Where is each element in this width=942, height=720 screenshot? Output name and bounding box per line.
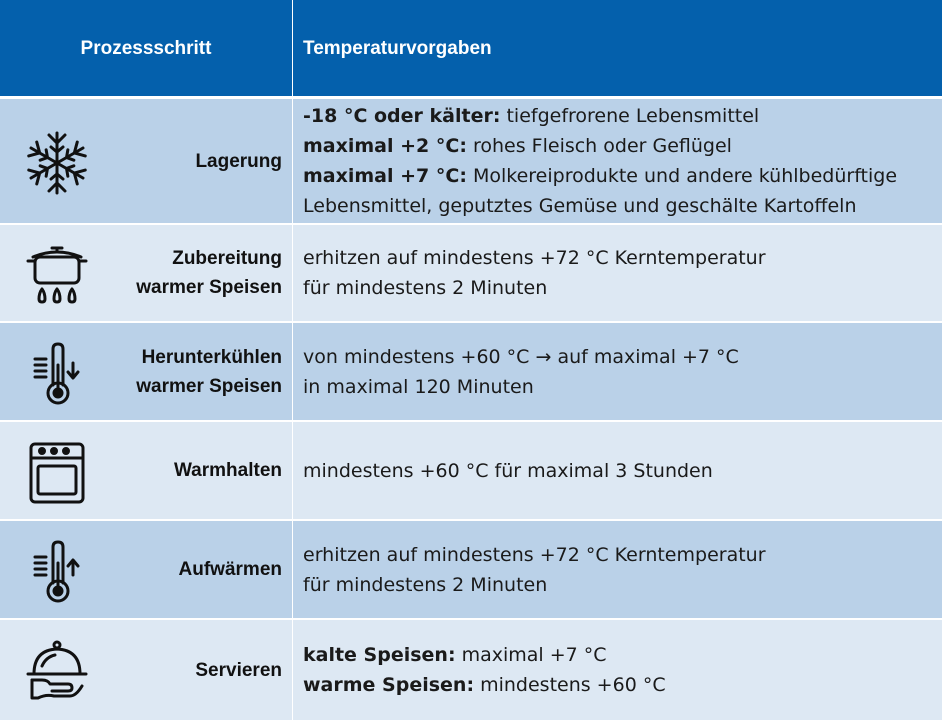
process-cell	[0, 225, 292, 321]
process-label-line: warmer Speisen	[136, 375, 282, 397]
process-label	[179, 521, 282, 618]
table-header	[0, 0, 942, 98]
oven-icon	[22, 438, 92, 508]
process-cell	[0, 323, 292, 420]
requirement-text: Lebensmittel, geputztes Gemüse und geschälte Kartoffeln	[303, 195, 857, 217]
requirement-emphasis: maximal +2 °C:	[303, 135, 467, 157]
process-label	[195, 620, 282, 720]
cooking-pot-icon	[22, 239, 92, 309]
process-label-line: Warmhalten	[173, 460, 282, 481]
requirement-line	[303, 640, 942, 670]
header-temperature-requirements: Temperaturvorgaben	[303, 38, 492, 59]
process-label-line: Aufwärmen	[178, 559, 282, 580]
requirement-line: für mindestens 2 Minuten	[303, 573, 548, 596]
process-label-line: Herunterkühlen	[141, 346, 282, 368]
table-row-servieren	[0, 620, 942, 720]
process-cell	[0, 521, 292, 618]
requirements-cell	[293, 521, 942, 618]
requirement-emphasis: warme Speisen:	[303, 674, 475, 696]
process-label	[195, 99, 282, 223]
requirement-line	[303, 670, 942, 700]
process-cell	[0, 422, 292, 519]
table-row-herunterkuehlen	[0, 323, 942, 422]
process-label-line: Zubereitung	[172, 248, 282, 269]
requirements-cell	[293, 422, 942, 519]
requirement-emphasis: kalte Speisen:	[303, 644, 456, 666]
requirement-line: mindestens +60 °C für maximal 3 Stunden	[303, 459, 713, 482]
thermometer-down-icon	[22, 339, 92, 409]
requirement-line	[303, 191, 942, 221]
process-label-line: warmer Speisen	[136, 277, 282, 298]
process-label	[174, 422, 282, 519]
process-label	[136, 323, 282, 420]
requirement-text: mindestens +60 °C	[474, 674, 666, 696]
requirement-line	[303, 161, 942, 191]
process-cell	[0, 620, 292, 720]
requirements-cell	[293, 620, 942, 720]
requirements-cell	[293, 99, 942, 223]
header-process-step: Prozessschritt	[80, 38, 212, 59]
requirement-line	[303, 131, 942, 161]
requirement-line: erhitzen auf mindestens +72 °C Kerntemperatur	[303, 543, 766, 566]
thermometer-up-icon	[22, 537, 92, 607]
table-row-warmhalten	[0, 422, 942, 521]
requirements-cell	[293, 225, 942, 321]
requirement-text: Molkereiprodukte und andere kühlbedürftige	[466, 165, 898, 187]
requirement-emphasis: -18 °C oder kälter:	[303, 105, 501, 127]
requirement-line	[303, 101, 942, 131]
table-row-aufwaermen	[0, 521, 942, 620]
table-row-zubereitung	[0, 225, 942, 323]
requirement-text: maximal +7 °C	[455, 644, 607, 666]
requirement-text: rohes Fleisch oder Geflügel	[466, 135, 732, 157]
table-row-lagerung	[0, 99, 942, 225]
requirement-text: tiefgefrorene Lebensmittel	[500, 105, 760, 127]
process-label-line: Servieren	[195, 659, 282, 681]
process-label	[136, 225, 282, 321]
process-cell	[0, 99, 292, 223]
requirement-line: in maximal 120 Minuten	[303, 375, 534, 398]
requirements-cell	[293, 323, 942, 420]
process-label-line: Lagerung	[195, 150, 282, 172]
requirement-emphasis: maximal +7 °C:	[303, 165, 467, 187]
requirement-line: erhitzen auf mindestens +72 °C Kerntemperatur	[303, 247, 766, 269]
requirement-line: von mindestens +60 °C → auf maximal +7 °C	[303, 345, 739, 368]
snowflake-icon	[22, 127, 92, 197]
serving-cloche-icon	[22, 636, 92, 706]
requirement-line: für mindestens 2 Minuten	[303, 277, 548, 299]
